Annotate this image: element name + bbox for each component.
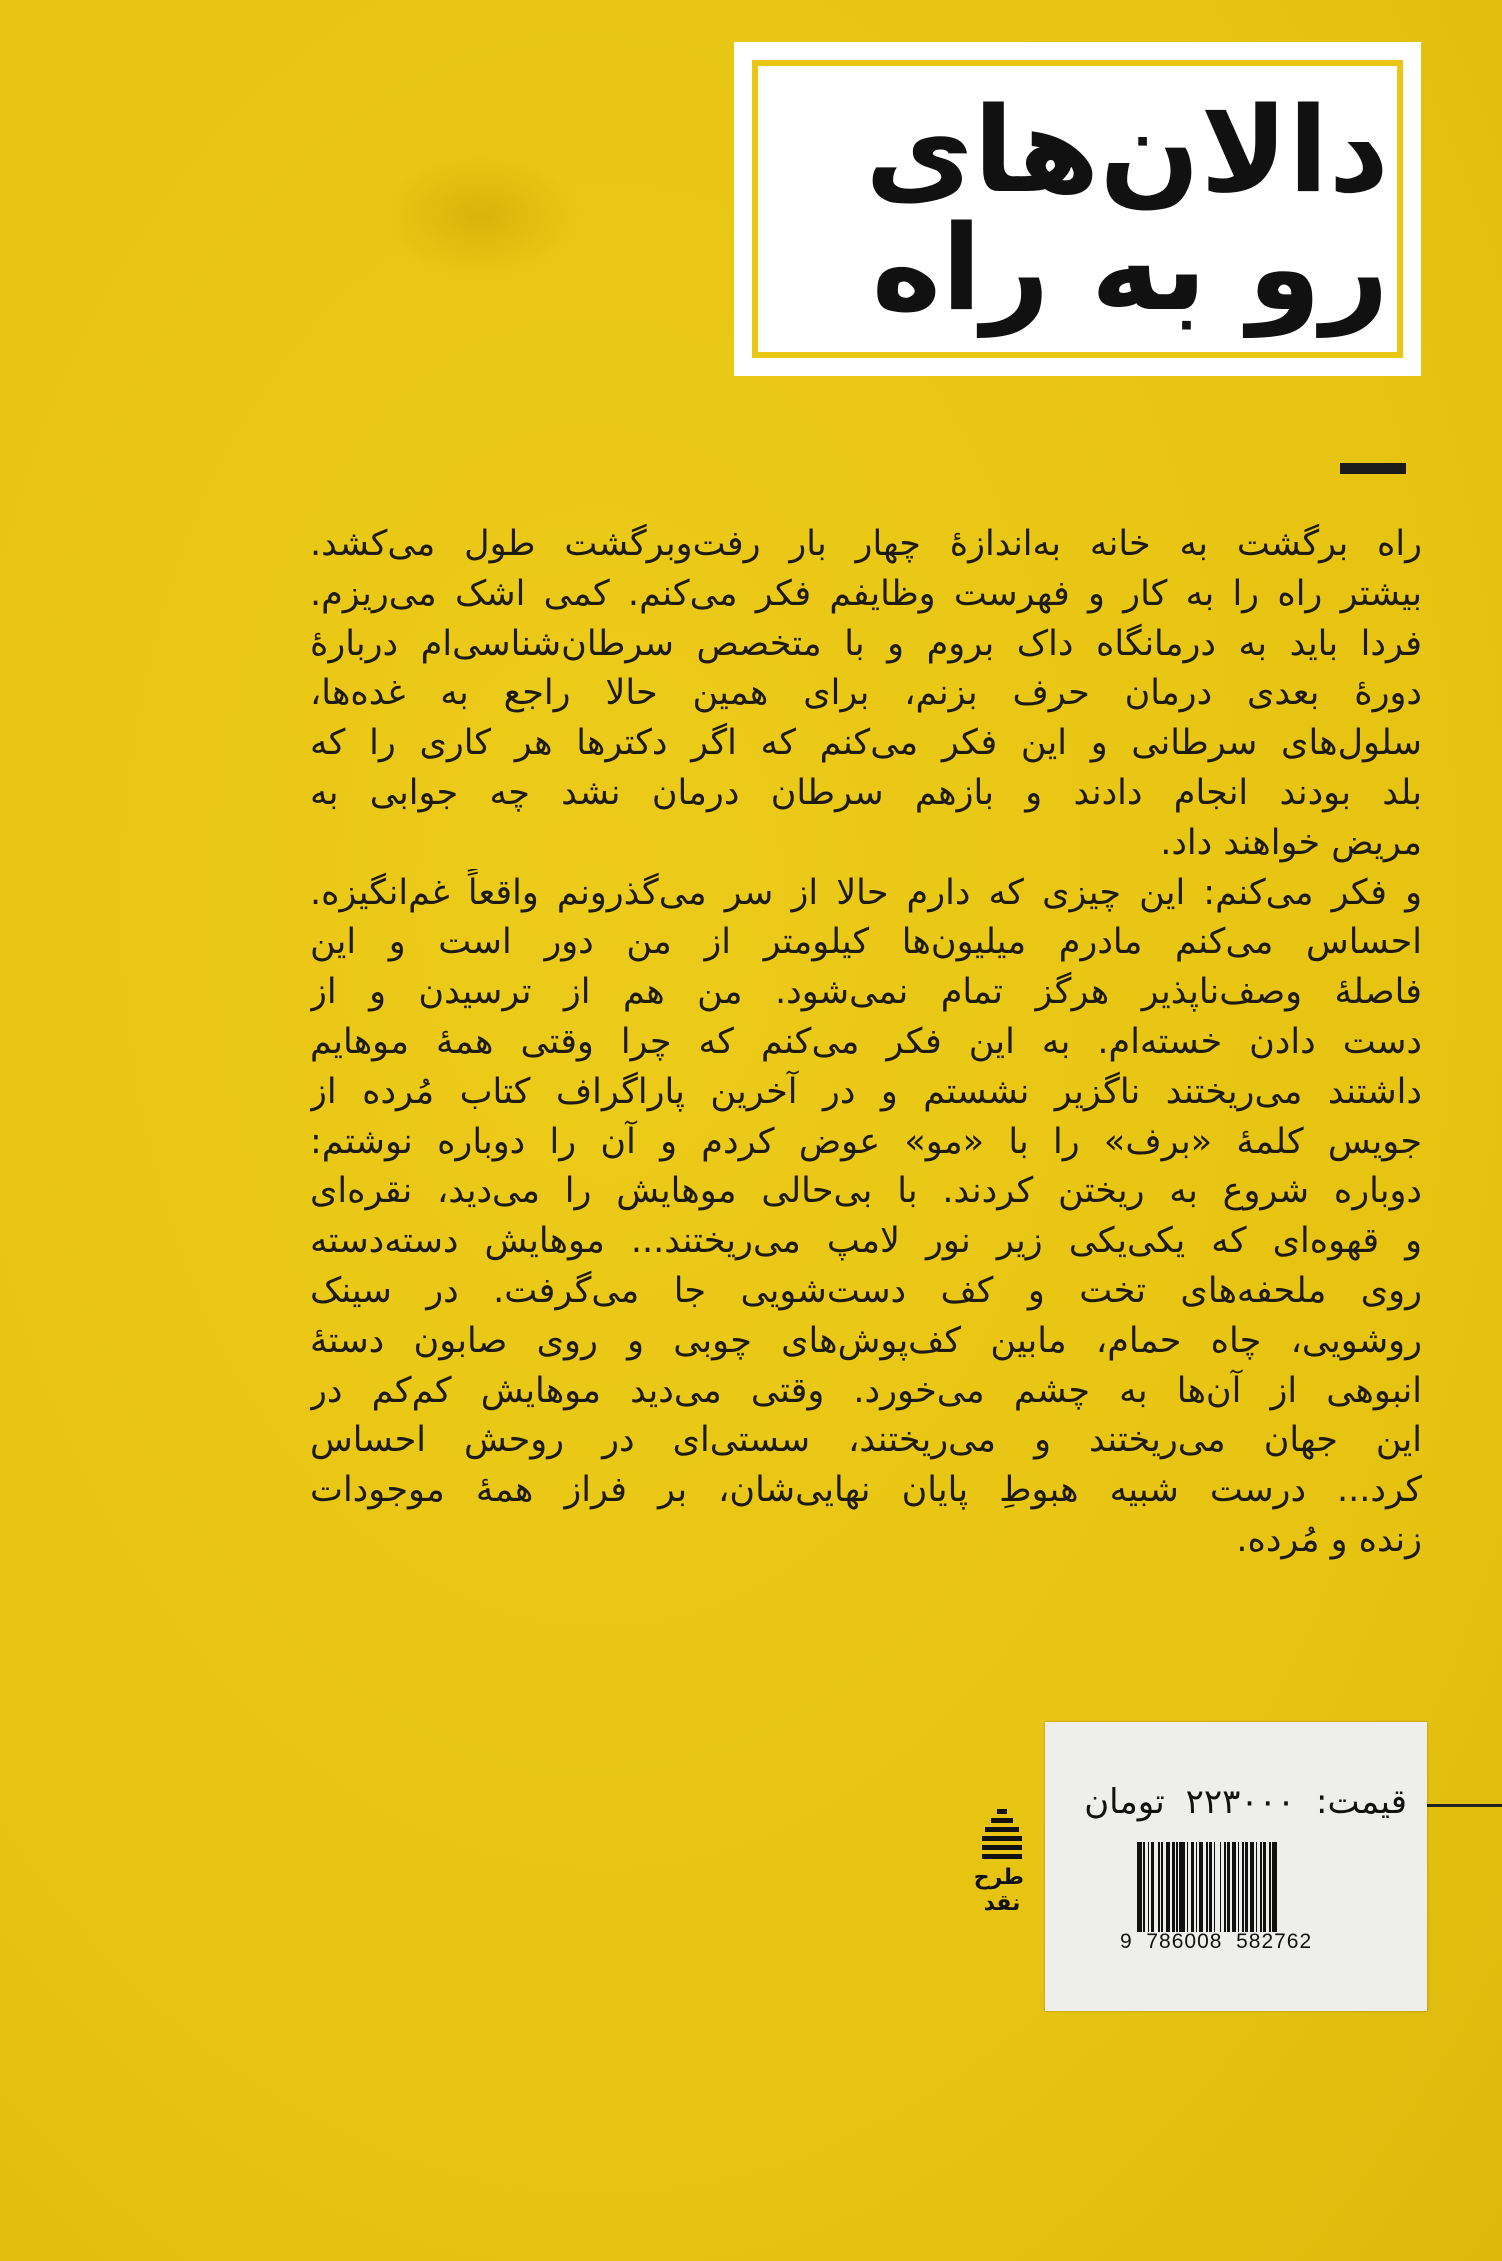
blurb-line: و فکر می‌کنم: این چیزی که دارم حالا از سر می‌گذرونم واقعاً غم‌انگیزه.	[310, 872, 1422, 913]
blurb-line: دورهٔ بعدی درمان حرف بزنم، برای همین حالا راجع به غده‌ها،	[310, 673, 1422, 714]
blurb-line: روی ملحفه‌های تخت و کف دست‌شویی جا می‌گرفت. در سینک	[310, 1270, 1422, 1311]
isbn-number: 9 786008 582762	[1120, 1930, 1313, 1953]
blurb-line: داشتند می‌ریختند ناگزیر نشستم و در آخرین پاراگراف کتاب مُرده از	[310, 1071, 1422, 1112]
blurb-line: بیشتر راه را به کار و فهرست وظایفم فکر می‌کنم. کمی اشک می‌ریزم.	[310, 573, 1422, 614]
blurb-line: سلول‌های سرطانی و این فکر می‌کنم که اگر دکترها هر کاری را که	[310, 723, 1422, 764]
blurb-line: فاصلهٔ وصف‌ناپذیر هرگز تمام نمی‌شود. من هم از ترسیدن و از	[310, 972, 1422, 1013]
blurb-line: دست دادن خسته‌ام. به این فکر می‌کنم که چرا وقتی همهٔ موهایم	[310, 1021, 1422, 1062]
blurb-line: فردا باید به درمانگاه داک بروم و با متخصص سرطان‌شناسی‌ام دربارهٔ	[310, 623, 1422, 664]
book-title: دالان‌های رو به راه	[865, 81, 1389, 337]
blurb-line: راه برگشت به خانه به‌اندازهٔ چهار بار رفت‌وبرگشت طول می‌کشد.	[310, 524, 1422, 564]
blurb-line: کرد... درست شبیه هبوطِ پایان نهایی‌شان، بر فراز همهٔ موجودات	[310, 1470, 1422, 1511]
blurb-line: و قهوه‌ای که یکی‌یکی زیر نور لامپ می‌ریختند... موهایش دسته‌دسته	[310, 1221, 1422, 1262]
blurb-line: احساس می‌کنم مادرم میلیون‌ها کیلومتر از من دور است و این	[310, 922, 1422, 963]
price-value: ۲۲۳۰۰۰	[1185, 1782, 1296, 1822]
price-label: قیمت:	[1315, 1782, 1407, 1822]
publisher-name: طرح نقد	[973, 1865, 1024, 1916]
price	[1065, 1782, 1407, 1822]
divider-line	[1427, 1804, 1502, 1807]
barcode-icon	[1137, 1842, 1337, 1932]
blurb-line: این جهان می‌ریختند و می‌ریختند، سستی‌ای در روحش احساس	[310, 1420, 1422, 1461]
publisher-logo	[973, 1809, 1024, 1961]
blurb-line: انبوهی از آن‌ها به چشم می‌خورد. وقتی می‌دید موهایش کم‌کم در	[310, 1370, 1422, 1411]
publisher-logo-icon	[980, 1809, 1024, 1859]
blurb-text	[310, 520, 1422, 1566]
blurb-line: زنده و مُرده.	[1236, 1519, 1422, 1560]
title-box	[742, 50, 1413, 368]
price-sticker	[1045, 1722, 1427, 2011]
blurb-line: روشویی، چاه حمام، مابین کف‌پوش‌های چوبی و روی صابون دستهٔ	[310, 1320, 1422, 1361]
price-currency: تومان	[1084, 1782, 1165, 1822]
blurb-line: مریض خواهند داد.	[1160, 822, 1422, 863]
blurb-line: دوباره شروع به ریختن کردند. با بی‌حالی موهایش را می‌دید، نقره‌ای	[310, 1171, 1422, 1212]
blurb-line: جویس کلمهٔ «برف» را با «مو» عوض کردم و آن را دوباره نوشتم:	[310, 1121, 1422, 1162]
divider-dash	[1340, 463, 1406, 474]
stain-mark	[380, 150, 580, 280]
blurb-line: بلد بودند انجام دادند و بازهم سرطان درمان نشد چه جوابی به	[310, 772, 1422, 813]
